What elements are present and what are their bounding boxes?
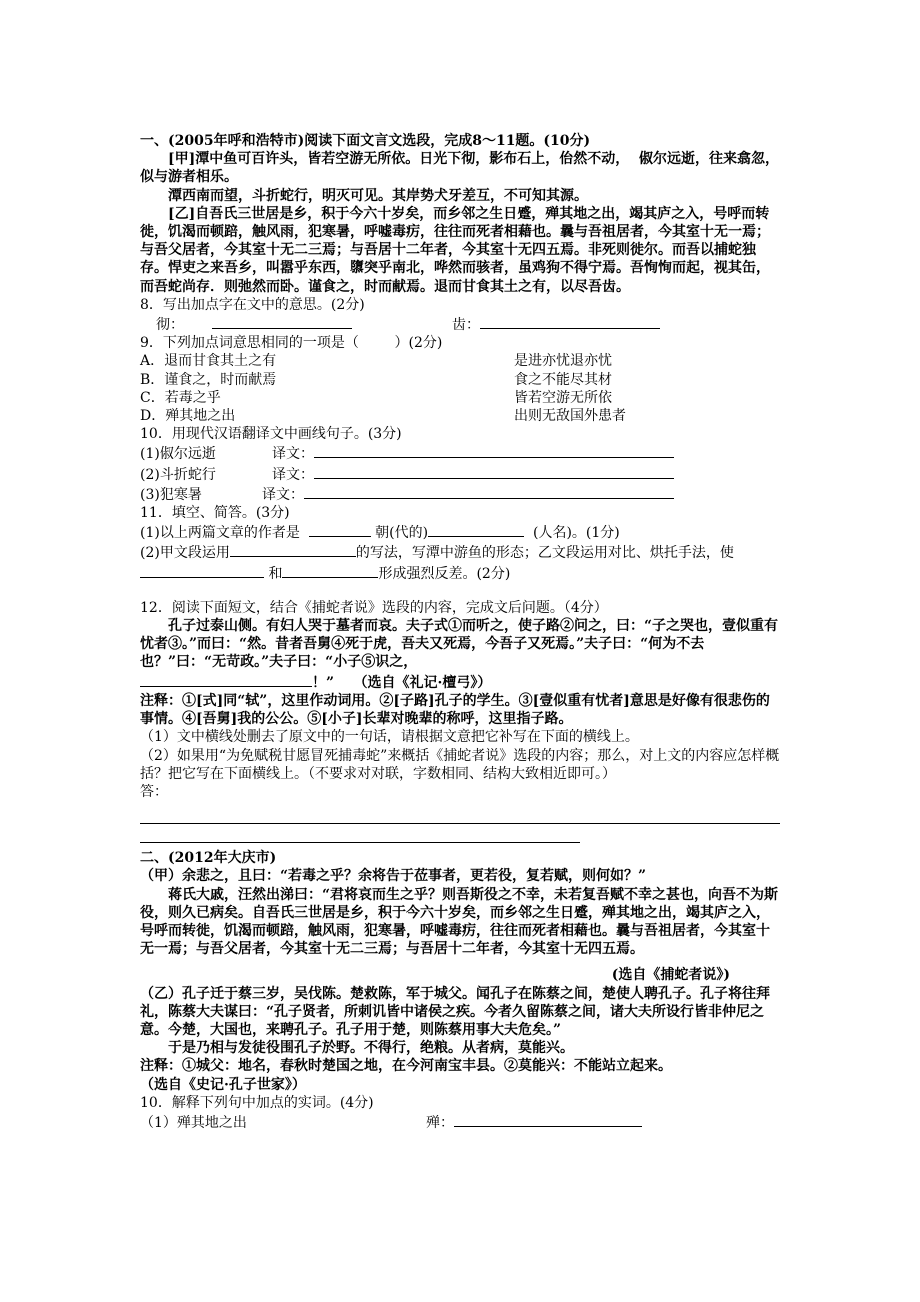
s2-jia-source: (选自《捕蛇者说》) [611, 967, 730, 984]
question-12: 12．阅读下面短文，结合《捕蛇者说》选段的内容，完成文后问题。（4分） [140, 599, 608, 616]
q12-answer-line-2[interactable] [140, 828, 580, 843]
q11-blank-author[interactable] [428, 522, 524, 537]
passage-jia-p1: [甲]潭中鱼可百许头，皆若空游无所依。日光下彻，影布石上，佁然不动， 俶尔远逝，往来翕忽，似与游者相乐。 [140, 151, 779, 186]
s2-passage-jia-p2: 蒋氏大戚，汪然出涕曰：“君将哀而生之乎？则吾斯役之不幸，未若复吾赋不幸之甚也，向吾不为斯役，则久已病矣。自吾氏三世居是乡，积于今六十岁矣，而乡邻之生日蹙，殚其地之出，竭其庐之入，号呼而转徙，饥渴而顿踣，触风雨，犯寒暑，呼嘘毒疠，往往而死者相藉也。曩与吾祖居者，今其室十无一焉；与吾父居者，今其室十无二三焉；与吾居十二年者，今其室十无四五焉。 [140, 886, 779, 958]
q11-sub-2: (2)甲文段运用 的写法，写潭中游鱼的形态；乙文段运用对比、烘托手法，使 和 形成强烈反差。(2分) [140, 542, 780, 582]
question-11: 11．填空、简答。(3分) [140, 505, 290, 522]
q11-blank-contrast-b[interactable] [282, 563, 378, 578]
q10-blank-1[interactable] [314, 443, 674, 458]
q12-notes: 注释：①[式]同“轼”，这里作动词用。②[子路]孔子的学生。③[壹似重有忧者]意思是好像有很悲伤的事情。④[吾舅]我的公公。⑤[小子]长辈对晚辈的称呼，这里指子路。 [140, 692, 770, 728]
q9-option-c: C．若毒之乎 皆若空游无所依 [140, 389, 612, 406]
section-1-heading: 一、(2005年呼和浩特市)阅读下面文言文选段，完成8～11题。(10分) [140, 133, 591, 149]
q10-blank-3[interactable] [304, 484, 674, 499]
s2-passage-yi-p1: （乙）孔子迁于蔡三岁，吴伐陈。楚救陈，军于城父。闻孔子在陈蔡之间，楚使人聘孔子。孔子将往拜礼，陈蔡大夫谋曰：“孔子贤者，所刺讥皆中诸侯之疾。今者久留陈蔡之间，诸大夫所设行皆非仲尼之意。今楚，大国也，来聘孔子。孔子用于楚，则陈蔡用事大夫危矣。” [140, 985, 770, 1038]
q11-blank-technique[interactable] [230, 542, 356, 557]
q12-blank-line: ！” （选自《礼记·檀弓》） [140, 672, 780, 692]
s2-yi-source: （选自《史记·孔子世家》） [140, 1076, 306, 1093]
q10-blank-2[interactable] [314, 464, 674, 479]
q12-sub-2: （2）如果用“为免赋税甘愿冒死捕毒蛇”来概括《捕蛇者说》选段的内容；那么，对上文的内容应怎样概括？把它写在下面横线上。（不要求对对联，字数相同、结构大致相近即可。） [140, 747, 780, 782]
s2-q10-item-1: （1）殚其地之出 殚： [140, 1112, 780, 1132]
q8-blank-b[interactable] [480, 314, 660, 329]
q11-blank-dynasty[interactable] [309, 522, 371, 537]
q12-passage: 孔子过泰山侧。有妇人哭于墓者而哀。夫子式①而听之，使子路②问之，曰：“子之哭也，壹似重有忧者③。”而曰：“然。昔者吾舅④死于虎，吾夫又死焉，今吾子又死焉。”夫子曰：“何为不去也？”曰：“无苛政。”夫子曰：“小子⑤识之， [140, 618, 779, 671]
s2-q10-blank-1[interactable] [454, 1112, 642, 1127]
q11-sub-1: (1)以上两篇文章的作者是 朝(代的) (人名)。(1分) [140, 522, 780, 542]
q9-option-d: D．殚其地之出 出则无敌国外患者 [140, 408, 626, 425]
question-8-blanks [140, 314, 780, 334]
s2-passage-jia-p1: （甲）余悲之，且曰：“若毒之乎？余将告于莅事者，更若役，复若赋，则何如？” [140, 868, 647, 885]
q10-item-2: (2)斗折蛇行 译文： [140, 464, 780, 484]
q8-label-a: 彻： [156, 317, 184, 334]
worksheet [140, 132, 780, 1132]
q10-item-1: (1)俶尔远逝 译文： [140, 443, 780, 463]
passage-jia-p2: 潭西南而望，斗折蛇行，明灭可见。其岸势犬牙差互，不可知其源。 [168, 187, 588, 204]
q11-blank-contrast-a[interactable] [140, 563, 264, 578]
question-9: 9．下列加点词意思相同的一项是（ ）(2分) [140, 335, 443, 352]
q12-answer-line-1[interactable] [140, 801, 780, 824]
question-10: 10．用现代汉语翻译文中画线句子。(3分) [140, 426, 402, 443]
s2-passage-yi-p2: 于是乃相与发徒役围孔子於野。不得行，绝粮。从者病，莫能兴。 [168, 1040, 574, 1057]
q8-label-b: 齿： [452, 317, 480, 334]
q9-option-b: B．谨食之，时而献焉 食之不能尽其材 [140, 371, 612, 388]
q9-option-a: A．退而甘食其土之有 是进亦忧退亦忧 [140, 353, 612, 370]
section-2-heading: 二、(2012年大庆市) [140, 850, 277, 867]
q12-blank-sentence[interactable] [140, 672, 312, 687]
q10-item-3: (3)犯寒暑 译文： [140, 484, 780, 504]
q12-answer-label: 答： [140, 783, 168, 800]
passage-yi: [乙]自吾氏三世居是乡，积于今六十岁矣，而乡邻之生日蹙，殚其地之出，竭其庐之入，号呼而转徙，饥渴而顿踣，触风雨，犯寒暑，呼嘘毒疠，往往而死者相藉也。曩与吾祖居者，今其室十无一焉；与吾父居者，今其室十无二三焉；与吾居十二年者，今其室十无四五焉。非死则徙尔。而吾以捕蛇独存。悍吏之来吾乡，叫嚣乎东西，隳突乎南北，哗然而骇者，虽鸡狗不得宁焉。吾恂恂而起，视其缶，而吾蛇尚存．则弛然而卧。谨食之，时而献焉。退而甘食其土之有，以尽吾齿。 [140, 205, 770, 295]
s2-question-10: 10．解释下列句中加点的实词。(4分) [140, 1094, 374, 1111]
q12-sub-1: （1）文中横线处删去了原文中的一句话，请根据文意把它补写在下面的横线上。 [140, 729, 639, 746]
s2-notes: 注释：①城父：地名，春秋时楚国之地，在今河南宝丰县。②莫能兴：不能站立起来。 [140, 1058, 672, 1075]
q8-blank-a[interactable] [212, 314, 352, 329]
question-8: 8．写出加点字在文中的意思。(2分) [140, 296, 365, 313]
